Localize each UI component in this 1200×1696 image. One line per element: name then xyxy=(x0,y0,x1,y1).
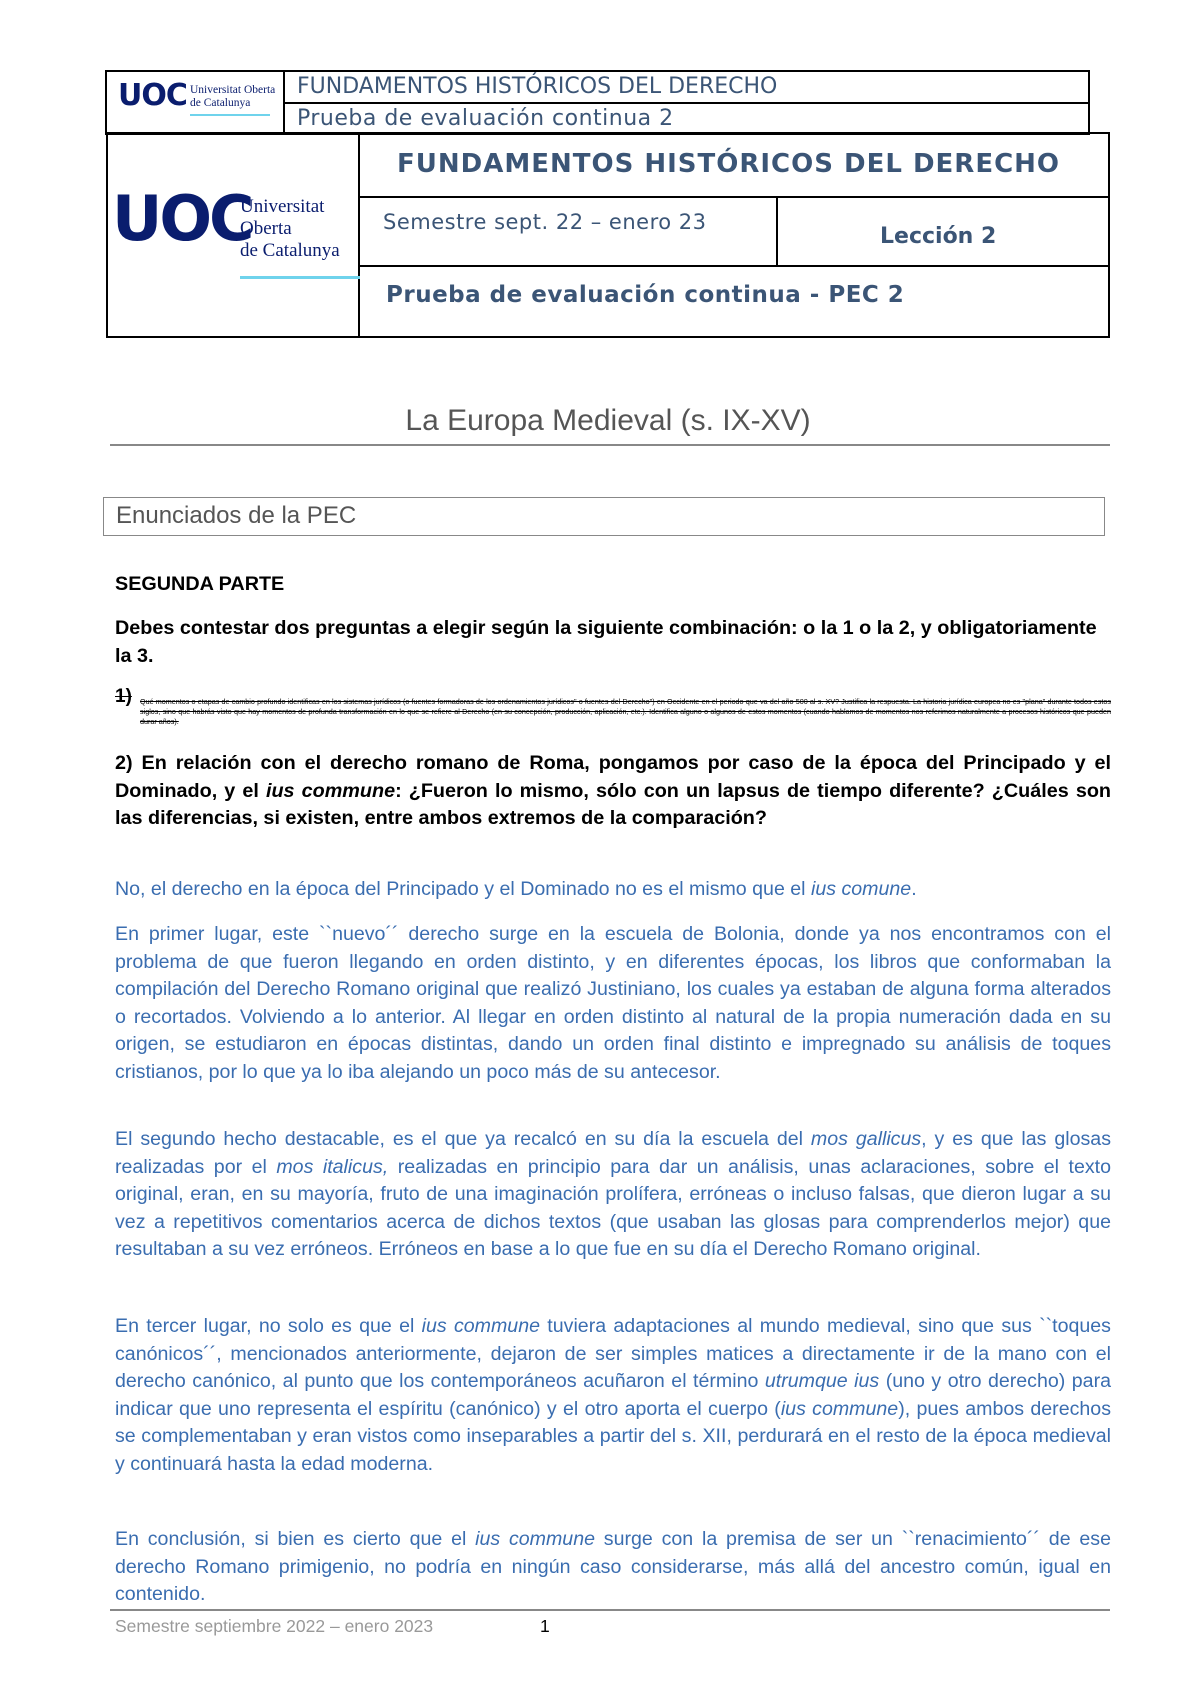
answer-p4-d: ), pues ambos derechos se complementaban y eran vistos como inseparables a partir del s. XII, perdurará en el resto de la época medieval y continuará hasta la edad moderna. xyxy=(115,1397,1111,1475)
answer-p5-italic: ius commune xyxy=(475,1528,595,1550)
section-box-label: Enunciados de la PEC xyxy=(116,502,357,529)
small-logo-mark: UOC xyxy=(118,78,187,113)
answer-p1-a: No, el derecho en la época del Principado y el Dominado no es el mismo que el xyxy=(115,878,811,900)
main-assessment-title: Prueba de evaluación continua - PEC 2 xyxy=(386,282,905,308)
answer-p4-b: tuviera adaptaciones al mundo medieval, sino que sus ``toques canónicos´´, mencionados anteriormente, dejaron de ser simples matices a directamente ir de la mano con el derecho canónico, al punto que los contemporáneos acuñaron el término xyxy=(115,1315,1111,1392)
footer-rule xyxy=(110,1609,1110,1611)
q1-number: 1) xyxy=(115,686,132,707)
small-logo-underline xyxy=(190,114,270,116)
lesson-label: Lección 2 xyxy=(880,224,997,249)
answer-p1 xyxy=(115,876,1111,904)
main-logo-line3: de Catalunya xyxy=(240,240,340,261)
q2-number: 2) xyxy=(115,752,133,774)
main-logo-line2: Oberta xyxy=(240,218,292,239)
section-box xyxy=(103,497,1105,536)
answer-p4-c: (uno y otro derecho) para indicar que uno representa el espíritu (canónico) y el otro aporta el cuerpo ( xyxy=(115,1370,1112,1420)
small-assessment-title: Prueba de evaluación continua 2 xyxy=(297,106,674,131)
answer-p3-a: El segundo hecho destacable, es el que ya recalcó en su día la escuela del xyxy=(115,1128,811,1150)
answer-p3-c: realizadas en principio para dar un análisis, unas aclaraciones, sobre el texto original, eran, en su mayoría, fruto de una imaginación prolífera, erróneas o incluso falsas, que dieron lugar a su vez a repetitivos comentarios acerca de dichos textos (que usaban las glosas para comprenderlos mejor) que resultaban a su vez erróneos. Erróneos en base a lo que fue en su día el Derecho Romano original. xyxy=(115,1155,1111,1260)
small-logo xyxy=(118,80,278,120)
answer-p1-b: . xyxy=(911,878,917,900)
answer-p3 xyxy=(115,1126,1111,1264)
answer-p3-italic2: mos italicus, xyxy=(276,1155,389,1178)
page-number: 1 xyxy=(540,1616,550,1636)
semester-label: Semestre sept. 22 – enero 23 xyxy=(383,210,707,234)
document-title: La Europa Medieval (s. IX-XV) xyxy=(405,404,811,437)
title-rule xyxy=(110,444,1110,446)
answer-p5 xyxy=(115,1526,1111,1609)
small-logo-line1: Universitat Oberta xyxy=(190,84,276,96)
main-logo-line1: Universitat xyxy=(240,196,325,217)
answer-p3-b: , y es que las glosas realizadas por el xyxy=(115,1128,1111,1178)
q2-text xyxy=(115,750,1111,833)
answer-p4-a: En tercer lugar, no solo es que el xyxy=(115,1315,422,1337)
q2-text-italic: ius commune xyxy=(265,779,396,802)
q2-text-b: : ¿Fueron lo mismo, sólo con un lapsus de tiempo diferente? ¿Cuáles son las diferencias, si existen, entre ambos extremos de la comparación? xyxy=(115,779,1111,829)
answer-p2: En primer lugar, este ``nuevo´´ derecho surge en la escuela de Bolonia, donde ya nos encontramos con el problema de que fueron llegando en orden distinto, y en diferentes épocas, los libros que conformaban la compilación del Derecho Romano original que realizó Justiniano, los cuales ya estaban de alguna forma alterados o recortados. Volviendo a lo anterior. Al llegar en orden distinto al natural de la propia numeración dada en su origen, se estudiaron en épocas distintas, dando un orden final distinto e impregnado su análisis de toques cristianos, por lo que ya lo iba alejando un poco más de su antecesor. xyxy=(115,923,1111,1083)
main-logo xyxy=(112,180,357,285)
answer-p4 xyxy=(115,1313,1111,1478)
answer-p5-b: surge con la premisa de ser un ``renacimiento´´ de ese derecho Romano primigenio, no podría en ningún caso considerarse, más allá del ancestro común, igual en contenido. xyxy=(115,1528,1111,1605)
part-heading: SEGUNDA PARTE xyxy=(115,573,285,595)
instruction: Debes contestar dos preguntas a elegir según la siguiente combinación: o la 1 o la 2, y obligatoriamente la 3. xyxy=(115,617,1097,667)
answer-p1-italic: ius comune xyxy=(810,878,912,900)
main-logo-mark: UOC xyxy=(112,182,252,255)
main-logo-underline xyxy=(240,276,360,279)
answer-p5-a: En conclusión, si bien es cierto que el xyxy=(115,1528,476,1550)
answer-p4-italic2: utrumque ius xyxy=(764,1370,880,1392)
main-course-title: FUNDAMENTOS HISTÓRICOS DEL DERECHO xyxy=(397,149,1061,179)
q2-text-a: En relación con el derecho romano de Roma, pongamos por caso de la época del Principado y el Dominado, y el xyxy=(115,752,1111,802)
footer-semester: Semestre septiembre 2022 – enero 2023 xyxy=(115,1616,434,1636)
answer-p4-italic3: ius commune xyxy=(780,1397,899,1420)
small-course-title: FUNDAMENTOS HISTÓRICOS DEL DERECHO xyxy=(297,74,778,99)
q1-text: Qué momentos o etapas de cambio profundo identificas en los sistemas jurídicos (o fuentes formadoras de los ordenamientos jurídicos" o fuentes del Derecho") en Occidente en el periodo que va del año 500 al s. XV? Justifica la respuesta. La historia jurídica europea no es "plana" durante todos estos siglos, sino que habrás visto que hay momentos de profunda transformación en lo que se refiere al Derecho (en su concepción, producción, aplicación, etc.). Identifica alguno o algunos de estos momentos (cuando hablamos de momentos nos referimos naturalmente a procesos históricos que pueden durar años). xyxy=(140,697,1111,726)
answer-p3-italic1: mos gallicus xyxy=(810,1128,922,1150)
small-logo-line2: de Catalunya xyxy=(190,97,251,109)
answer-p4-italic1: ius commune xyxy=(421,1315,541,1337)
